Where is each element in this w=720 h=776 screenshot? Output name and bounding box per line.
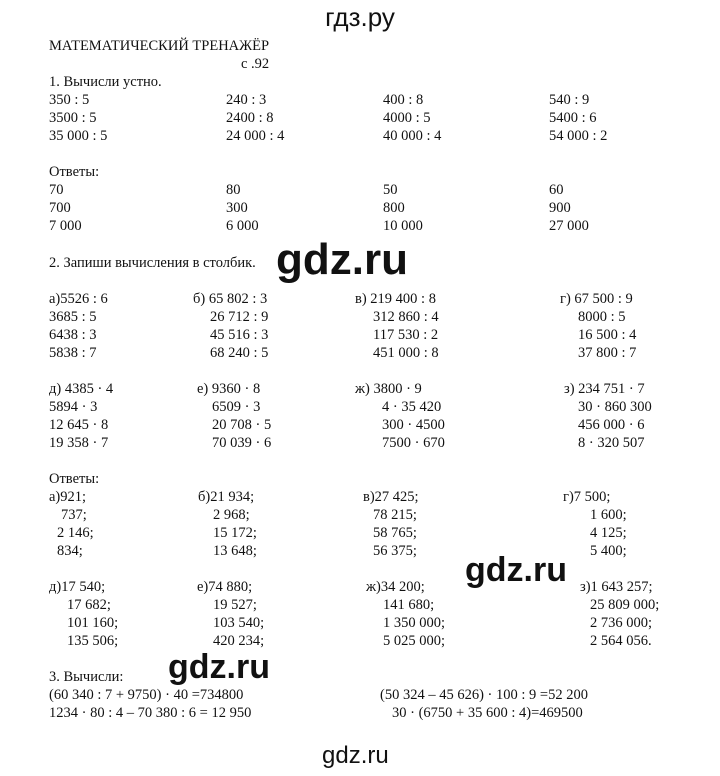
task-1-answer: 800 [383, 200, 405, 216]
task-2-multiplication-expression: ж) 3800 · 9 [355, 381, 422, 397]
task-2-heading: 2. Запиши вычисления в столбик. [49, 255, 256, 271]
task-2-division-expression: 68 240 : 5 [210, 345, 269, 361]
task-2-answer: 13 648; [213, 543, 257, 559]
task-3-solution: (50 324 – 45 626) · 100 : 9 =52 200 [380, 687, 588, 703]
task-2-division-expression: 16 500 : 4 [578, 327, 637, 343]
task-3-heading: 3. Вычисли: [49, 669, 124, 685]
task-2-answer: 1 600; [590, 507, 627, 523]
task-2-division-expression: 8000 : 5 [578, 309, 626, 325]
task-2-division-expression: г) 67 500 : 9 [560, 291, 633, 307]
task-1-answer: 60 [549, 182, 564, 198]
task-1-answer: 6 000 [226, 218, 259, 234]
task-2-answer: в)27 425; [363, 489, 419, 505]
task-2-multiplication-expression: 6509 · 3 [212, 399, 261, 415]
task-2-multiplication-expression: 4 · 35 420 [382, 399, 442, 415]
task-2-division-expression: б) 65 802 : 3 [193, 291, 268, 307]
page-reference: с .92 [241, 56, 270, 72]
task-2-answers-heading: Ответы: [49, 471, 100, 487]
task-1-answer: 700 [49, 200, 71, 216]
task-2-answer: 15 172; [213, 525, 257, 541]
task-2-division-expression: 5838 : 7 [49, 345, 97, 361]
task-2-answer: 25 809 000; [590, 597, 660, 613]
task-2-answer: 834; [57, 543, 83, 559]
task-2-multiplication-expression: 300 · 4500 [382, 417, 445, 433]
task-2-answer: 19 527; [213, 597, 257, 613]
watermark-logo: gdz.ru [322, 742, 389, 769]
task-3-solution: 1234 · 80 : 4 – 70 380 : 6 = 12 950 [49, 705, 252, 721]
task-2-division-expression: 312 860 : 4 [373, 309, 439, 325]
task-2-division-expression: 6438 : 3 [49, 327, 97, 343]
task-2-answer: 56 375; [373, 543, 417, 559]
task-2-multiplication-expression: 456 000 · 6 [578, 417, 645, 433]
task-1-answer: 80 [226, 182, 241, 198]
task-2-answer: 78 215; [373, 507, 417, 523]
task-1-expression: 5400 : 6 [549, 110, 597, 126]
page-title: МАТЕМАТИЧЕСКИЙ ТРЕНАЖЁР [49, 38, 270, 54]
watermark-logo: gdz.ru [276, 235, 408, 284]
task-1-answer: 50 [383, 182, 398, 198]
task-1-expression: 35 000 : 5 [49, 128, 108, 144]
task-2-answer: 2 146; [57, 525, 94, 541]
task-2-multiplication-expression: 70 039 · 6 [212, 435, 272, 451]
task-2-multiplication-expression: 12 645 · 8 [49, 417, 109, 433]
task-1-expression: 4000 : 5 [383, 110, 431, 126]
task-2-answer: е)74 880; [197, 579, 253, 595]
task-1-expression: 40 000 : 4 [383, 128, 442, 144]
task-2-multiplication-expression: е) 9360 · 8 [197, 381, 261, 397]
task-1-answer: 27 000 [549, 218, 589, 234]
task-2-answer: 420 234; [213, 633, 265, 649]
task-1-expression: 240 : 3 [226, 92, 267, 108]
task-2-multiplication-expression: 8 · 320 507 [578, 435, 645, 451]
task-1-heading: 1. Вычисли устно. [49, 74, 162, 90]
task-2-multiplication-expression: з) 234 751 · 7 [564, 381, 645, 397]
task-1-expression: 540 : 9 [549, 92, 590, 108]
site-header: гдз.ру [325, 2, 395, 32]
task-2-answer: 2 564 056. [590, 633, 652, 649]
task-2-answer: ж)34 200; [366, 579, 425, 595]
task-2-answer: 58 765; [373, 525, 417, 541]
task-2-answer: 101 160; [67, 615, 119, 631]
task-1-answers-heading: Ответы: [49, 164, 100, 180]
task-1-expression: 3500 : 5 [49, 110, 97, 126]
task-2-division-expression: 26 712 : 9 [210, 309, 269, 325]
task-1-expression: 54 000 : 2 [549, 128, 608, 144]
task-2-answer: 5 025 000; [383, 633, 446, 649]
task-1-answer: 900 [549, 200, 571, 216]
task-2-division-expression: а)5526 : 6 [49, 291, 108, 307]
task-1-answer: 7 000 [49, 218, 82, 234]
task-2-division-expression: в) 219 400 : 8 [355, 291, 436, 307]
task-2-division-expression: 451 000 : 8 [373, 345, 439, 361]
task-3-solution: 30 · (6750 + 35 600 : 4)=469500 [392, 705, 583, 721]
task-2-answer: 17 682; [67, 597, 111, 613]
task-2-answer: 2 968; [213, 507, 250, 523]
task-1-answer: 300 [226, 200, 248, 216]
task-2-answer: 4 125; [590, 525, 627, 541]
task-2-multiplication-expression: д) 4385 · 4 [49, 381, 114, 397]
task-2-answer: 5 400; [590, 543, 627, 559]
task-2-multiplication-expression: 20 708 · 5 [212, 417, 272, 433]
task-1-expression: 24 000 : 4 [226, 128, 285, 144]
task-2-answer: 103 540; [213, 615, 265, 631]
task-2-multiplication-expression: 30 · 860 300 [578, 399, 652, 415]
task-2-answer: 2 736 000; [590, 615, 653, 631]
task-2-answer: а)921; [49, 489, 87, 505]
task-2-multiplication-expression: 7500 · 670 [382, 435, 445, 451]
task-1-answer: 70 [49, 182, 64, 198]
task-2-division-expression: 37 800 : 7 [578, 345, 637, 361]
task-2-answer: 135 506; [67, 633, 119, 649]
task-3-solution: (60 340 : 7 + 9750) · 40 =734800 [49, 687, 244, 703]
task-2-answer: б)21 934; [198, 489, 255, 505]
task-1-expression: 400 : 8 [383, 92, 424, 108]
task-2-answer: з)1 643 257; [580, 579, 653, 595]
task-2-answer: д)17 540; [49, 579, 106, 595]
task-2-answer: г)7 500; [563, 489, 611, 505]
task-2-division-expression: 45 516 : 3 [210, 327, 269, 343]
task-2-answer: 1 350 000; [383, 615, 446, 631]
task-2-answer: 737; [61, 507, 87, 523]
task-2-division-expression: 3685 : 5 [49, 309, 97, 325]
task-1-expression: 350 : 5 [49, 92, 90, 108]
task-2-multiplication-expression: 5894 · 3 [49, 399, 98, 415]
task-1-expression: 2400 : 8 [226, 110, 274, 126]
task-2-multiplication-expression: 19 358 · 7 [49, 435, 109, 451]
task-2-answer: 141 680; [383, 597, 435, 613]
task-2-division-expression: 117 530 : 2 [373, 327, 439, 343]
watermark-logo: gdz.ru [465, 551, 567, 589]
watermark-logo: gdz.ru [168, 648, 270, 686]
task-1-answer: 10 000 [383, 218, 423, 234]
